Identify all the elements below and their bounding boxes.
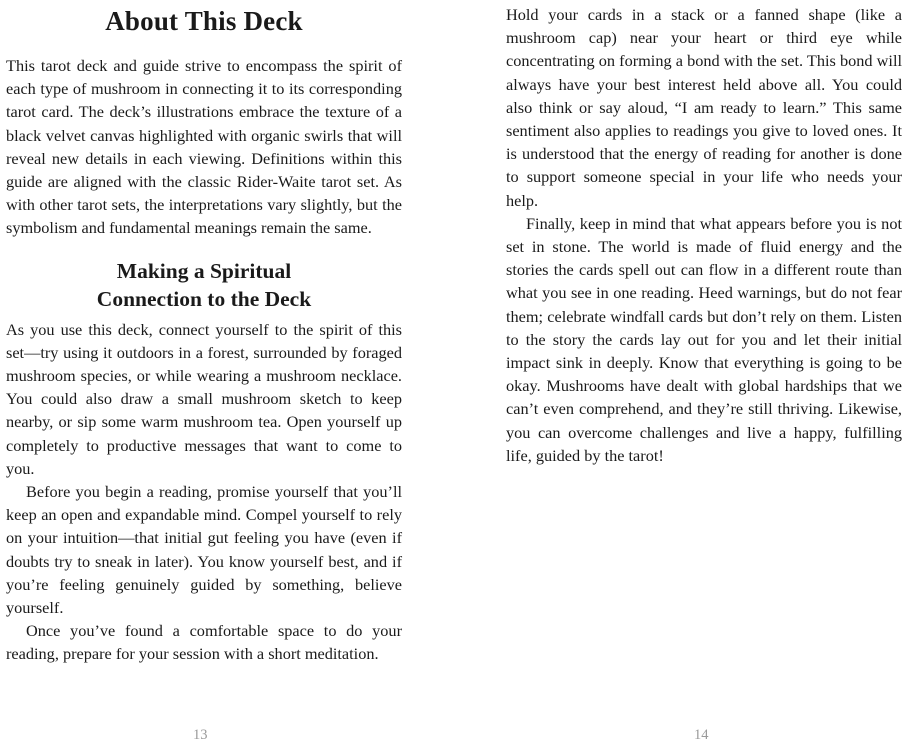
section-heading [6,257,402,313]
page-number-left: 13 [193,727,208,743]
intro-paragraph: This tarot deck and guide strive to encompass the spirit of each type of mushroom in connecting it to its corresponding tarot card. The deck’s illustrations embrace the texture of a black velvet canvas highlighted with organic swirls that will reveal new details in each viewing. Definitions within this guide are aligned with the classic Rider-Waite tarot set. As with other tarot sets, the interpretations vary slightly, but the symbolism and fundamental meanings remain the same. [6,56,402,238]
section-heading-line-2: Connection to the Deck [96,286,312,311]
section-heading-line-1: Making a Spiritual [116,258,292,283]
body-paragraph: Once you’ve found a comfortable space to do your reading, prepare for your session with a short meditation. [6,621,402,664]
body-paragraph: As you use this deck, connect yourself to the spirit of this set—try using it outdoors in a forest, surrounded by foraged mushroom species, or while wearing a mushroom necklace. You could also draw a small mushroom sketch to keep nearby, or sip some warm mushroom tea. Open yourself up completely to productive messages that want to come to you. [6,319,402,478]
page-number-right: 14 [694,727,709,743]
body-paragraph: Finally, keep in mind that what appears before you is not set in stone. The world is made of fluid energy and the stories the cards spell out can flow in a different route than what you see in one reading. Heed warnings, but do not fear them; celebrate windfall cards but don’t rely on them. Listen to the story the cards lay out for you and let their initial impact sink in deeply. Know that everything is going to be okay. Mushrooms have dealt with global hardships that we can’t even comprehend, and they’re still thriving. Likewise, you can overcome challenges and live a happy, fulfilling life, guided by the tarot! [506,213,902,465]
right-page [506,0,902,747]
body-paragraph: Hold your cards in a stack or a fanned shape (like a mushroom cap) near your heart or third eye while concentrating on forming a bond with the set. This bond will always have your best interest held above all. You could also think or say aloud, “I am ready to learn.” This same sentiment also applies to readings you give to loved ones. It is understood that the energy of reading for another is done to support someone special in your life who needs your help. [506,5,902,210]
body-paragraph: Before you begin a reading, promise yourself that you’ll keep an open and expandable mind. Compel yourself to rely on your intuition—that initial gut feeling you have (even if doubts try to sneak in later). You know yourself best, and if you’re feeling genuinely guided by something, believe yourself. [6,482,402,618]
page-title: About This Deck [105,6,303,36]
left-page [6,0,402,747]
